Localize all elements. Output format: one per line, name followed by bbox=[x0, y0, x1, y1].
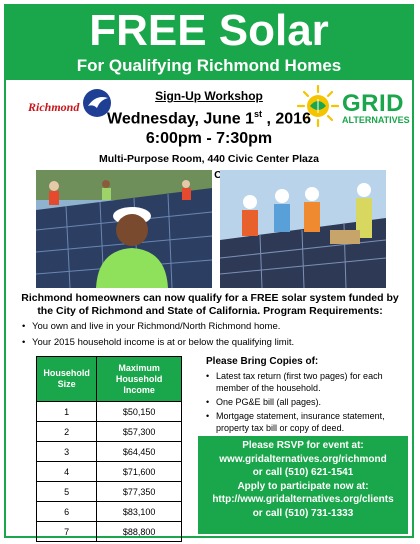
requirement-item: • You own and live in your Richmond/North Richmond home. bbox=[20, 320, 404, 333]
richmond-logo-text: Richmond bbox=[28, 100, 80, 114]
max-income-cell: $88,800 bbox=[97, 522, 182, 542]
table-row bbox=[37, 402, 182, 422]
header-household-size: Household Size bbox=[37, 357, 97, 402]
bring-item: • One PG&E bill (all pages). bbox=[206, 396, 406, 408]
flyer bbox=[4, 4, 414, 538]
table-row bbox=[37, 522, 182, 542]
signup-heading: Sign-Up Workshop bbox=[155, 89, 263, 103]
header-banner bbox=[6, 6, 412, 80]
max-income-cell: $77,350 bbox=[97, 482, 182, 502]
max-income-cell: $83,100 bbox=[97, 502, 182, 522]
rsvp-link[interactable]: www.gridalternatives.org/richmond bbox=[219, 453, 387, 465]
table-header-row bbox=[37, 357, 182, 402]
household-size-cell: 2 bbox=[37, 422, 97, 442]
max-income-cell: $64,450 bbox=[97, 442, 182, 462]
household-size-cell: 5 bbox=[37, 482, 97, 502]
requirement-item: • Your 2015 household income is at or below the qualifying limit. bbox=[20, 336, 404, 349]
bring-copies-list bbox=[206, 370, 406, 436]
max-income-cell: $50,150 bbox=[97, 402, 182, 422]
household-size-cell: 7 bbox=[37, 522, 97, 542]
photo-rooftop-volunteer bbox=[36, 170, 212, 288]
table-row bbox=[37, 502, 182, 522]
grid-logo-subtext: ALTERNATIVES bbox=[342, 115, 410, 125]
event-venue: Multi-Purpose Room, 440 Civic Center Plaza bbox=[99, 153, 319, 166]
event-date bbox=[6, 104, 412, 129]
rsvp-heading: Please RSVP for event at: bbox=[242, 440, 364, 451]
bring-copies-heading: Please Bring Copies of: bbox=[206, 356, 319, 367]
table-row bbox=[37, 482, 182, 502]
bring-item: • Latest tax return (first two pages) for each member of the household. bbox=[206, 370, 406, 394]
table-row bbox=[37, 462, 182, 482]
rsvp-phone: or call (510) 621-1541 bbox=[252, 467, 354, 478]
bring-item: • Mortgage statement, insurance statement, property tax bill or copy of deed. bbox=[206, 410, 406, 434]
grid-logo-text: GRID bbox=[342, 90, 404, 117]
household-size-cell: 1 bbox=[37, 402, 97, 422]
apply-heading: Apply to participate now at: bbox=[237, 480, 369, 492]
household-size-cell: 3 bbox=[37, 442, 97, 462]
income-limits-table bbox=[36, 356, 182, 542]
event-date-year: , 2016 bbox=[262, 110, 311, 128]
table-row bbox=[37, 422, 182, 442]
program-intro: Richmond homeowners can now qualify for a FREE solar system funded by the City of Richmond and State of California. Program Requirements: bbox=[21, 292, 399, 317]
household-size-cell: 6 bbox=[37, 502, 97, 522]
rsvp-box bbox=[198, 436, 408, 534]
requirements-list bbox=[20, 320, 404, 352]
apply-link[interactable]: http://www.gridalternatives.org/clients bbox=[212, 494, 394, 505]
max-income-cell: $57,300 bbox=[97, 422, 182, 442]
header-max-income: Maximum Household Income bbox=[97, 357, 182, 402]
household-size-cell: 4 bbox=[37, 462, 97, 482]
flyer-subtitle: For Qualifying Richmond Homes bbox=[76, 56, 342, 75]
photo-installation-team bbox=[220, 170, 386, 288]
event-date-suffix: st bbox=[254, 109, 263, 119]
event-date-main: Wednesday, June 1 bbox=[107, 110, 255, 128]
apply-phone: or call (510) 731-1333 bbox=[252, 507, 354, 519]
max-income-cell: $71,600 bbox=[97, 462, 182, 482]
table-row bbox=[37, 442, 182, 462]
event-time: 6:00pm - 7:30pm bbox=[145, 130, 273, 148]
flyer-title: FREE Solar bbox=[89, 6, 329, 55]
